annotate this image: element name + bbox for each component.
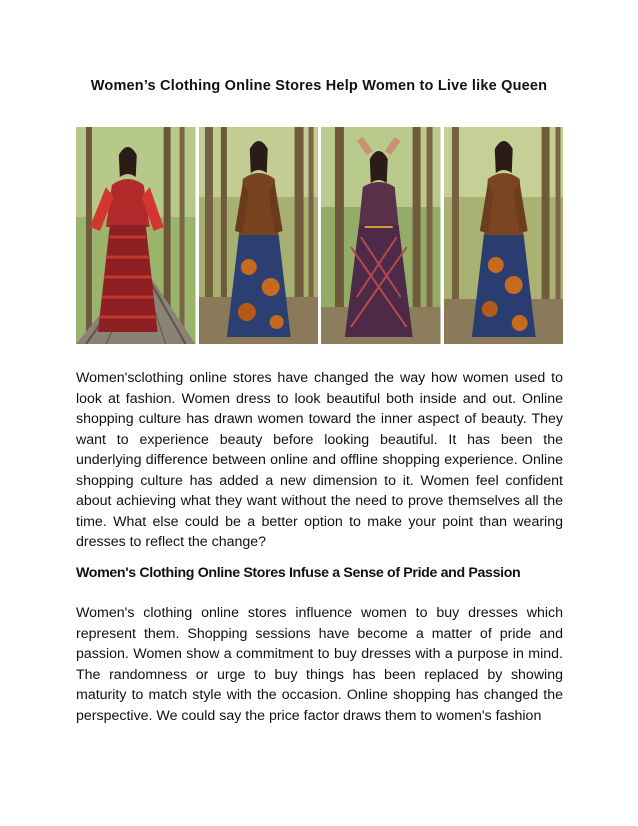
model-photo-1 [76,127,196,344]
model-brown-dress-photo [444,127,564,344]
document-title: Women’s Clothing Online Stores Help Women to Live like Queen [90,78,548,94]
model-brown-dress-photo [199,127,319,344]
model-photo-3 [321,127,441,344]
model-photo-4 [444,127,564,344]
model-photo-2 [199,127,319,344]
model-photo-strip [76,127,563,344]
intro-paragraph: Women'sclothing online stores have changed the way how women used to look at fashion. Women dress to look beautiful both inside and out. Online shopping culture has drawn women toward the inner aspect of beauty. They want to experience beauty before looking beautiful. It has been the underlying difference between online and offline shopping experience. Online shopping culture has added a new dimension to it. Women feel confident about achieving what they want without the need to prove themselves all the time. What else could be a better option to make your point than wearing dresses to reflect the change? [76,370,563,550]
section-heading: Women's Clothing Online Stores Infuse a Sense of Pride and Passion [76,565,521,581]
model-purple-dress-photo [321,127,441,344]
section-paragraph: Women's clothing online stores influence women to buy dresses which represent them. Shopping sessions have become a matter of pride and passion. Women show a commitment to buy dresses with a purpose in mind. The randomness or urge to buy things has been replaced by showing maturity to match style with the occasion. Online shopping has changed the perspective. We could say the price factor draws them to women's fashion [76,605,563,724]
model-red-dress-photo [76,127,196,344]
